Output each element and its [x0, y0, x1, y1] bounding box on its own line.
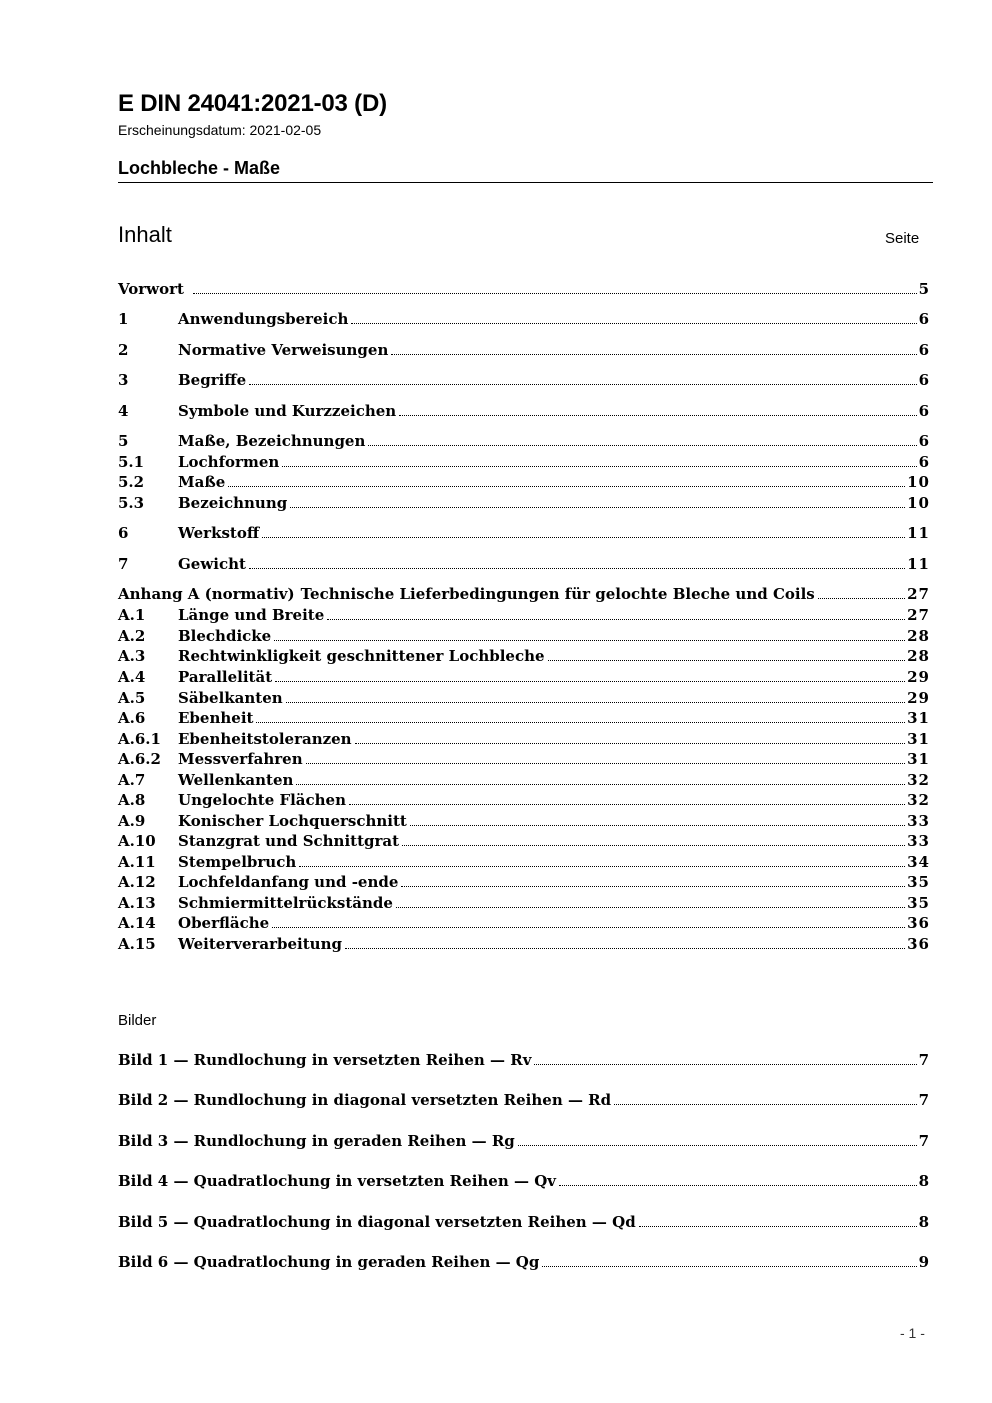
toc-entry[interactable]: [118, 341, 930, 361]
toc-entry-number: A.8: [118, 791, 146, 809]
figure-entry-label: Bild 1 — Rundlochung in versetzten Reihen — Rv: [118, 1051, 532, 1069]
dot-leader: [193, 292, 917, 294]
toc-entry[interactable]: [118, 832, 930, 852]
toc-entry-number: 3: [118, 371, 129, 389]
dot-leader: [518, 1144, 917, 1146]
toc-entry-number: A.2: [118, 627, 146, 645]
toc-entry-number: A.7: [118, 771, 146, 789]
toc-entry-number: A.15: [118, 935, 156, 953]
dot-leader: [296, 783, 905, 785]
toc-entry-page: 36: [907, 935, 930, 953]
toc-entry[interactable]: [118, 627, 930, 647]
figure-entry-page: 9: [918, 1253, 930, 1271]
dot-leader: [299, 865, 905, 867]
dot-leader: [249, 383, 916, 385]
toc-entry-number: 5: [118, 432, 129, 450]
toc-entry-page: 6: [918, 341, 930, 359]
toc-entry-page: 29: [907, 668, 930, 686]
dot-leader: [391, 353, 916, 355]
toc-entry-label: Oberfläche: [178, 914, 270, 932]
dot-leader: [401, 885, 905, 887]
figure-entry-label: Bild 2 — Rundlochung in diagonal versetzten Reihen — Rd: [118, 1091, 612, 1109]
dot-leader: [256, 721, 905, 723]
toc-entry-label: Lochformen: [178, 453, 280, 471]
toc-entry[interactable]: [118, 402, 930, 422]
toc-entry-page: 6: [918, 402, 930, 420]
toc-entry-number: A.13: [118, 894, 156, 912]
toc-entry-label: Technische Lieferbedingungen für gelochte Bleche und Coils: [300, 585, 815, 603]
dot-leader: [249, 567, 905, 569]
toc-entry-page: 6: [918, 453, 930, 471]
toc-entry[interactable]: [118, 730, 930, 750]
toc-entry-number: 4: [118, 402, 129, 420]
dot-leader: [396, 906, 905, 908]
toc-entry[interactable]: [118, 585, 930, 605]
figure-entry-page: 8: [918, 1213, 930, 1231]
publication-date: Erscheinungsdatum: 2021-02-05: [118, 122, 322, 138]
dot-leader: [351, 322, 916, 324]
dot-leader: [542, 1265, 916, 1267]
toc-entry[interactable]: [118, 853, 930, 873]
toc-entry-number: A.10: [118, 832, 156, 850]
toc-entry-label: Länge und Breite: [178, 606, 325, 624]
dot-leader: [818, 597, 905, 599]
toc-entry-label: Wellenkanten: [178, 771, 294, 789]
dot-leader: [559, 1184, 917, 1186]
toc-entry-page: 35: [907, 894, 930, 912]
toc-entry[interactable]: [118, 894, 930, 914]
toc-entry[interactable]: [118, 668, 930, 688]
toc-entry-number: A.11: [118, 853, 156, 871]
toc-entry-label: Stempelbruch: [178, 853, 297, 871]
toc-entry-label: Rechtwinkligkeit geschnittener Lochbleche: [178, 647, 545, 665]
toc-entry-label: Ebenheit: [178, 709, 254, 727]
toc-entry-number: A.6: [118, 709, 146, 727]
figure-entry-label: Bild 3 — Rundlochung in geraden Reihen — Rg: [118, 1132, 515, 1150]
toc-entry-page: 31: [907, 709, 930, 727]
toc-entry[interactable]: [118, 473, 930, 493]
toc-entry-label: Ebenheitstoleranzen: [178, 730, 352, 748]
dot-leader: [614, 1103, 916, 1105]
toc-entry-page: 28: [907, 647, 930, 665]
toc-entry-page: 11: [907, 524, 930, 542]
figures-heading: Bilder: [118, 1012, 157, 1029]
dot-leader: [327, 618, 905, 620]
dot-leader: [282, 465, 916, 467]
dot-leader: [290, 506, 905, 508]
figure-entry-page: 7: [918, 1091, 930, 1109]
dot-leader: [275, 680, 905, 682]
toc-entry[interactable]: [118, 453, 930, 473]
figure-entry[interactable]: [118, 1051, 930, 1071]
toc-entry-page: 11: [907, 555, 930, 573]
toc-entry-label: Schmiermittelrückstände: [178, 894, 393, 912]
toc-entry-number: A.12: [118, 873, 156, 891]
toc-entry-label: Anwendungsbereich: [178, 310, 349, 328]
toc-entry-number: Vorwort: [118, 280, 184, 298]
toc-entry[interactable]: [118, 914, 930, 934]
document-id: E DIN 24041:2021-03 (D): [118, 90, 387, 117]
toc-entry-number: A.5: [118, 689, 146, 707]
figure-entry[interactable]: [118, 1172, 930, 1192]
toc-entry[interactable]: [118, 524, 930, 544]
dot-leader: [368, 444, 916, 446]
dot-leader: [286, 701, 905, 703]
toc-entry[interactable]: [118, 310, 930, 330]
toc-entry-number: A.4: [118, 668, 146, 686]
page-number: - 1 -: [900, 1325, 925, 1341]
toc-entry[interactable]: [118, 689, 930, 709]
toc-entry[interactable]: [118, 935, 930, 955]
toc-entry[interactable]: [118, 494, 930, 514]
toc-entry[interactable]: [118, 432, 930, 452]
figure-entry-page: 8: [918, 1172, 930, 1190]
figure-entry-label: Bild 5 — Quadratlochung in diagonal versetzten Reihen — Qd: [118, 1213, 636, 1231]
toc-entry-page: 33: [907, 812, 930, 830]
toc-entry-label: Bezeichnung: [178, 494, 288, 512]
toc-entry-page: 10: [907, 494, 930, 512]
toc-entry-label: Begriffe: [178, 371, 247, 389]
toc-entry[interactable]: [118, 791, 930, 811]
toc-entry-label: Blechdicke: [178, 627, 272, 645]
toc-entry-label: Säbelkanten: [178, 689, 283, 707]
toc-entry-number: 6: [118, 524, 129, 542]
toc-entry-label: Maße: [178, 473, 226, 491]
dot-leader: [399, 414, 916, 416]
toc-entry-label: Konischer Lochquerschnitt: [178, 812, 407, 830]
toc-entry-page: 6: [918, 371, 930, 389]
toc-entry-page: 27: [907, 606, 930, 624]
toc-entry-number: Anhang A (normativ): [118, 585, 295, 603]
dot-leader: [402, 844, 905, 846]
toc-entry-page: 5: [918, 280, 930, 298]
toc-entry-number: A.9: [118, 812, 146, 830]
toc-entry-page: 29: [907, 689, 930, 707]
dot-leader: [534, 1063, 916, 1065]
figure-entry-label: Bild 4 — Quadratlochung in versetzten Reihen — Qv: [118, 1172, 556, 1190]
toc-entry-number: 1: [118, 310, 129, 328]
toc-entry[interactable]: [118, 771, 930, 791]
dot-leader: [345, 947, 905, 949]
toc-entry[interactable]: [118, 371, 930, 391]
toc-entry-label: Maße, Bezeichnungen: [178, 432, 366, 450]
figure-entry-label: Bild 6 — Quadratlochung in geraden Reihen — Qg: [118, 1253, 540, 1271]
dot-leader: [272, 926, 905, 928]
dot-leader: [228, 485, 905, 487]
toc-entry[interactable]: [118, 647, 930, 667]
dot-leader: [410, 824, 905, 826]
toc-entry[interactable]: [118, 812, 930, 832]
toc-entry-number: A.3: [118, 647, 146, 665]
document-title: Lochbleche - Maße: [118, 158, 281, 178]
figure-entry-page: 7: [918, 1132, 930, 1150]
toc-entry-number: 5.1: [118, 453, 145, 471]
toc-entry-number: A.6.2: [118, 750, 161, 768]
toc-entry-page: 32: [907, 791, 930, 809]
toc-entry[interactable]: [118, 606, 930, 626]
toc-entry[interactable]: [118, 280, 930, 300]
toc-entry-label: Gewicht: [178, 555, 246, 573]
toc-entry-page: 10: [907, 473, 930, 491]
toc-entry-page: 6: [918, 310, 930, 328]
toc-entry-page: 31: [907, 750, 930, 768]
toc-entry-page: 34: [907, 853, 930, 871]
figure-entry[interactable]: [118, 1213, 930, 1233]
dot-leader: [639, 1225, 917, 1227]
figure-entry[interactable]: [118, 1132, 930, 1152]
toc-entry-page: 28: [907, 627, 930, 645]
toc-entry-page: 31: [907, 730, 930, 748]
title-divider: [118, 182, 933, 183]
toc-entry-number: 5.2: [118, 473, 145, 491]
toc-entry-page: 35: [907, 873, 930, 891]
toc-entry-number: A.6.1: [118, 730, 161, 748]
toc-entry-page: 27: [907, 585, 930, 603]
toc-entry-label: Weiterverarbeitung: [178, 935, 342, 953]
toc-entry-label: Lochfeldanfang und -ende: [178, 873, 399, 891]
toc-entry-number: A.1: [118, 606, 146, 624]
toc-entry-label: Parallelität: [178, 668, 273, 686]
figure-entry[interactable]: [118, 1091, 930, 1111]
toc-entry-page: 6: [918, 432, 930, 450]
toc-entry-label: Stanzgrat und Schnittgrat: [178, 832, 400, 850]
toc-entry[interactable]: [118, 873, 930, 893]
toc-entry[interactable]: [118, 709, 930, 729]
dot-leader: [548, 659, 906, 661]
figure-entry[interactable]: [118, 1253, 930, 1273]
toc-entry-label: Werkstoff: [178, 524, 260, 542]
toc-entry-page: 33: [907, 832, 930, 850]
dot-leader: [349, 803, 905, 805]
toc-page-column-label: Seite: [885, 230, 920, 247]
figure-entry-page: 7: [918, 1051, 930, 1069]
dot-leader: [355, 742, 906, 744]
toc-heading: Inhalt: [118, 222, 172, 247]
toc-entry-label: Ungelochte Flächen: [178, 791, 347, 809]
toc-entry-number: 2: [118, 341, 129, 359]
dot-leader: [262, 536, 905, 538]
toc-entry[interactable]: [118, 750, 930, 770]
toc-entry-number: 5.3: [118, 494, 145, 512]
toc-entry-page: 32: [907, 771, 930, 789]
toc-entry[interactable]: [118, 555, 930, 575]
dot-leader: [274, 639, 905, 641]
toc-entry-page: 36: [907, 914, 930, 932]
toc-entry-label: Symbole und Kurzzeichen: [178, 402, 397, 420]
dot-leader: [306, 762, 905, 764]
toc-entry-number: A.14: [118, 914, 156, 932]
toc-entry-label: Normative Verweisungen: [178, 341, 389, 359]
toc-entry-number: 7: [118, 555, 129, 573]
toc-entry-label: Messverfahren: [178, 750, 303, 768]
